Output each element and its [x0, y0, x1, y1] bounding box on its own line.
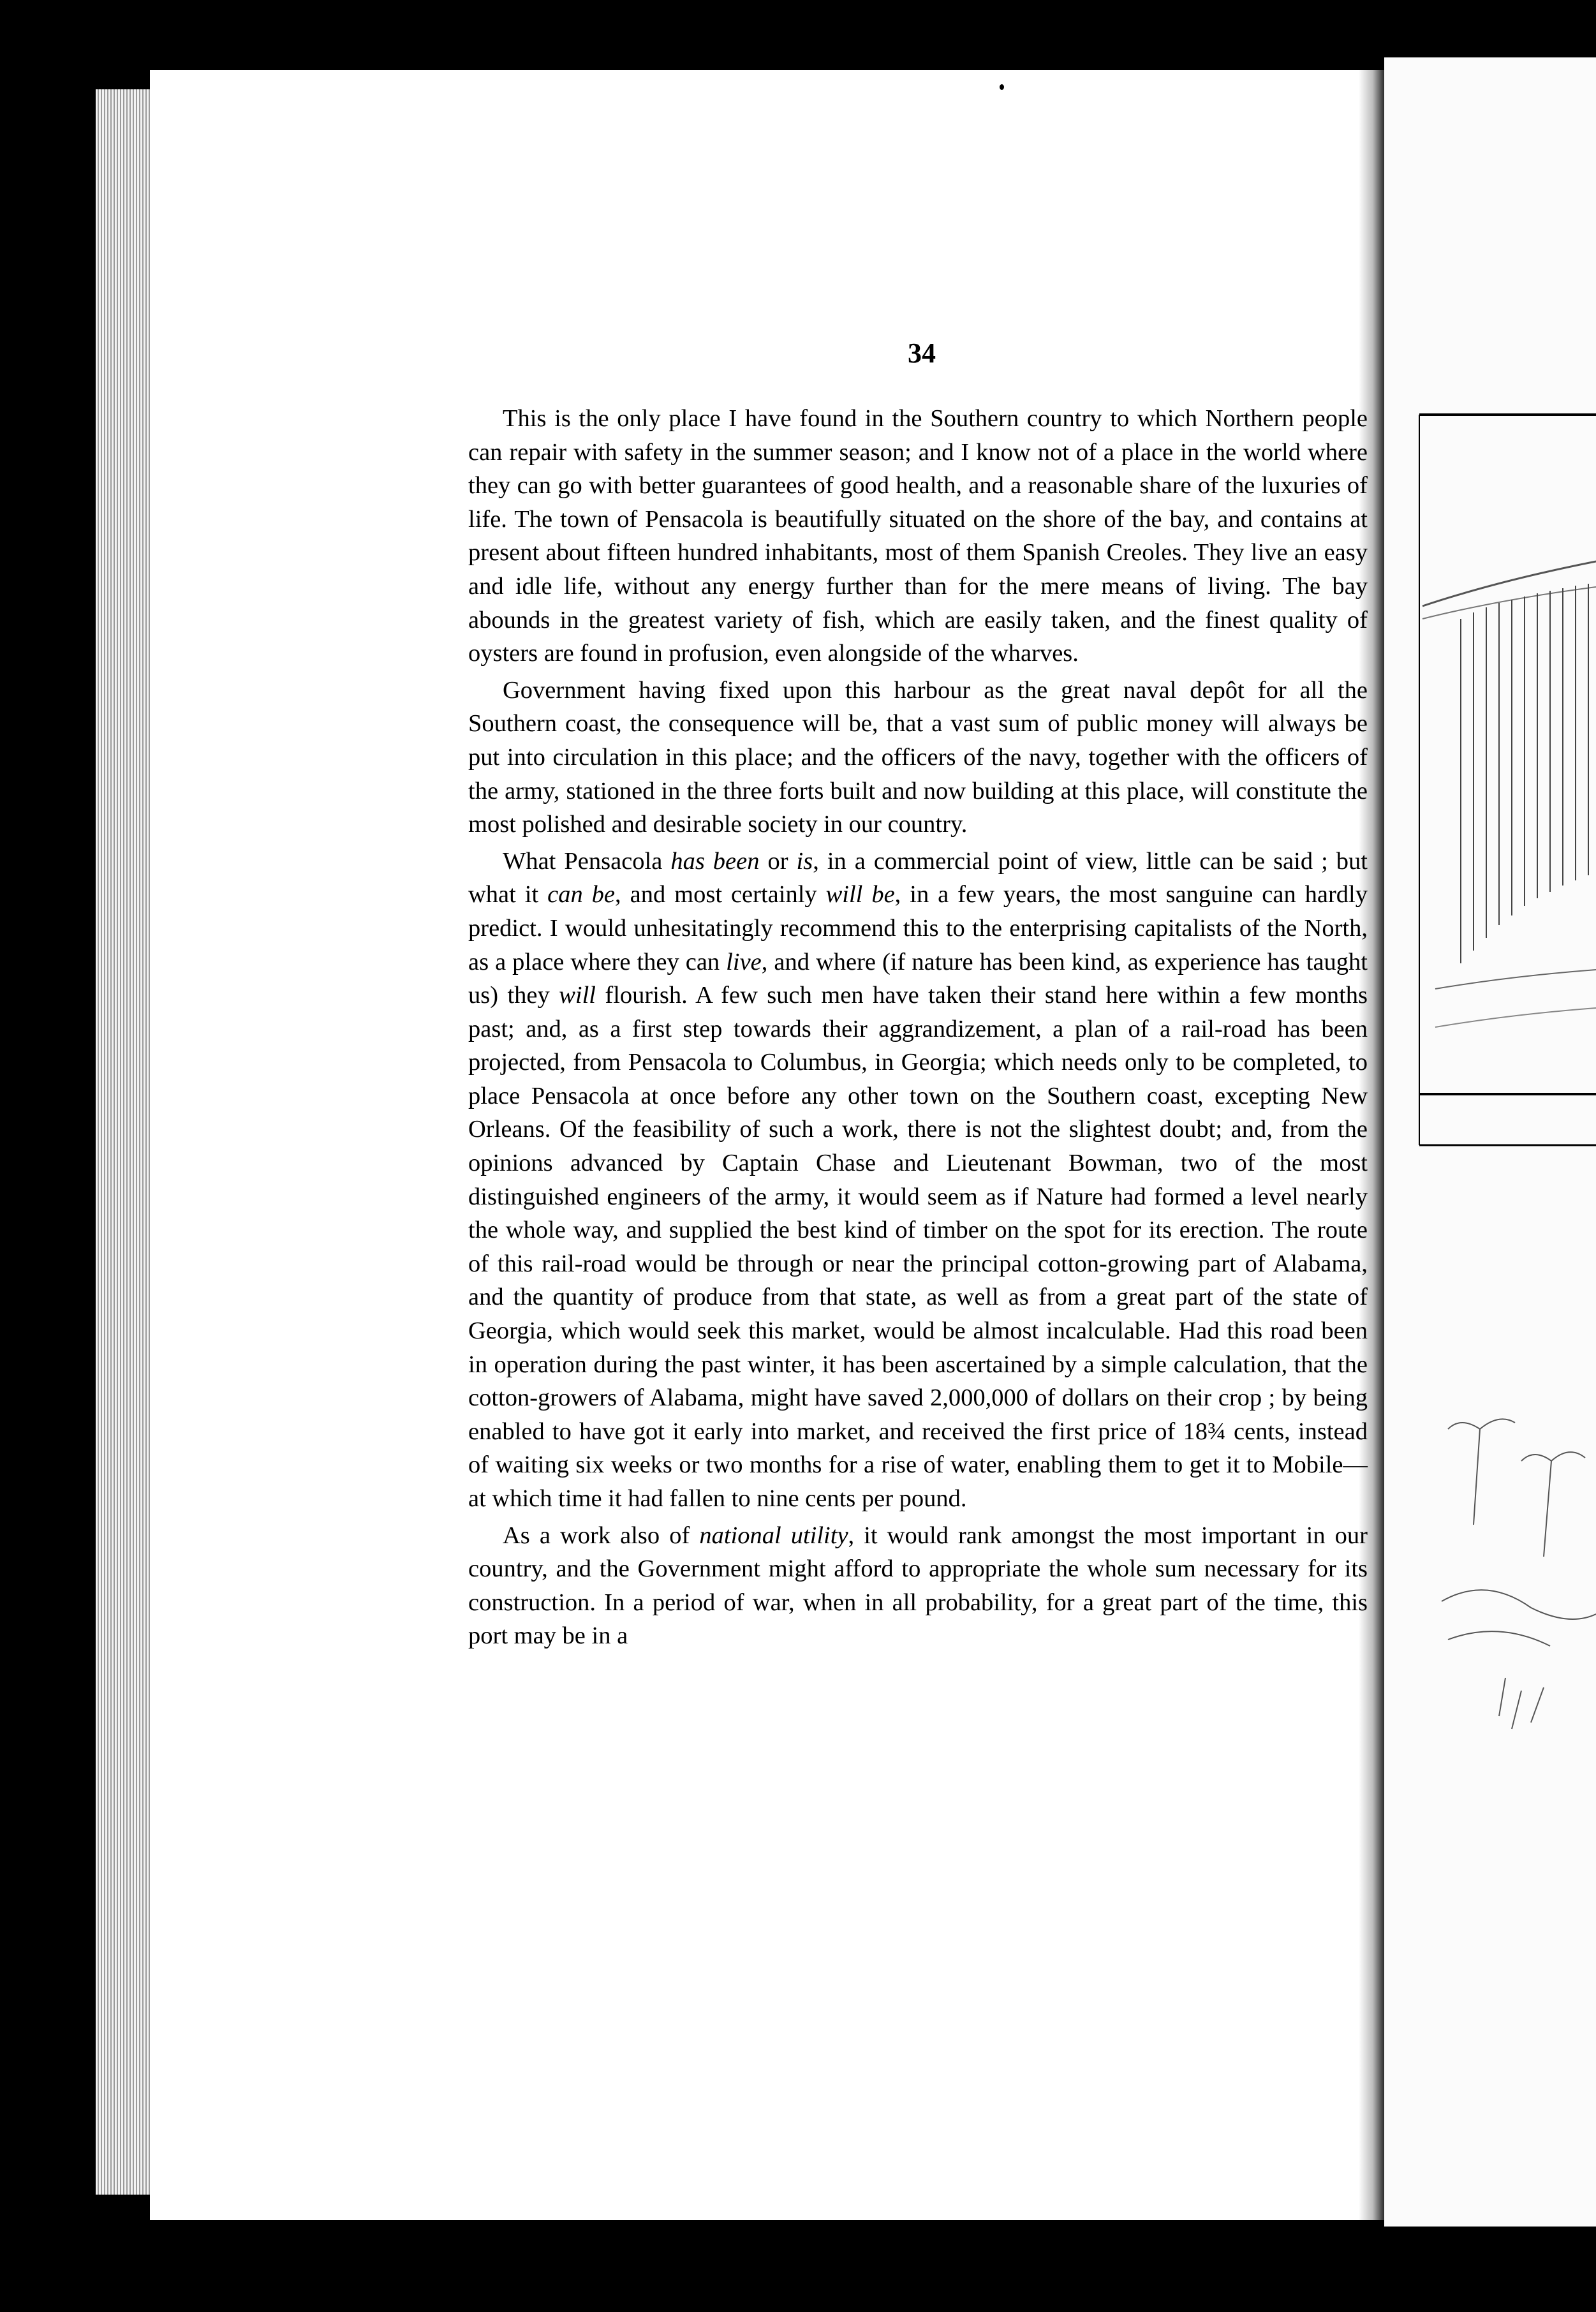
italic-text: will be [825, 881, 895, 908]
text-run: , and where (if nature has been kind, as experience has taught us) they [468, 948, 1368, 1009]
text-run: As a work also of [503, 1522, 700, 1549]
text-run: , it would rank amongst the most important in our country, and the Government might afford to appropriate the whole sum necessary for its construction. In a period of war, when in all probability, for a great part of the time, this port may be in a [468, 1522, 1368, 1650]
ink-speck [1000, 84, 1004, 90]
italic-text: live [726, 948, 762, 975]
text-run: What Pensacola [503, 847, 671, 875]
facing-page-illustration [1384, 57, 1596, 2227]
italic-text: can be [547, 881, 616, 908]
page-number: 34 [908, 337, 936, 369]
palm-avenue-engraving [1384, 57, 1596, 2227]
italic-text: national utility [699, 1522, 848, 1549]
text-run: , and most certainly [615, 881, 826, 908]
paragraph [468, 674, 1368, 841]
paragraph [468, 845, 1368, 1516]
italic-text: will [559, 982, 596, 1009]
body-text [468, 402, 1368, 1653]
book-page-edges [96, 89, 153, 2195]
italic-text: has been [670, 847, 760, 875]
text-run: or [759, 847, 797, 875]
text-run: Government having fixed upon this harbour as the great naval depôt for all the Southern coast, the consequence will be, that a vast sum of public money will always be put into circulation in this place; and the officers of the navy, together with the officers of the army, stationed in the three forts built and now building at this place, will constitute the most polished and desirable society in our country. [468, 676, 1368, 838]
text-run: flourish. A few such men have taken their stand here within a few months past; and, as a first step towards their aggrandizement, a plan of a rail-road has been projected, from Pensacola to Columbus, in Georgia; which needs only to be completed, to place Pensacola at once before any other town on the Southern coast, excepting New Orleans. Of the feasibility of such a work, there is not the slightest doubt; and, from the opinions advanced by Captain Chase and Lieutenant Bowman, two of the most distinguished engineers of the army, it would seem as if Nature had formed a level nearly the whole way, and supplied the best kind of timber on the spot for its erection. The route of this rail-road would be through or near the principal cotton-growing part of Alabama, and the quantity of produce from that state, as well as from a great part of the state of Georgia, which would seek this market, would be almost incalculable. Had this road been in operation during the past winter, it has been ascertained by a simple calculation, that the cotton-growers of Alabama, might have saved 2,000,000 of dollars on their crop ; by being enabled to have got it early into market, and received the first price of 18¾ cents, instead of waiting six weeks or two months for a rise of water, enabling them to get it to Mobile—at which time it had fallen to nine cents per pound. [468, 982, 1368, 1512]
text-run: This is the only place I have found in the Southern country to which Northern people can repair with safety in the summer season; and I know not of a place in the world where they can go with better guarantees of good health, and a reasonable share of the luxuries of life. The town of Pensacola is beautifully situated on the shore of the bay, and contains at present about fifteen hundred inhabitants, most of them Spanish Creoles. They live an easy and idle life, without any energy further than for the mere means of living. The bay abounds in the greatest variety of fish, which are easily taken, and the finest quality of oysters are found in profusion, even alongside of the wharves. [468, 405, 1368, 667]
italic-text: is [796, 847, 813, 875]
paragraph [468, 1519, 1368, 1653]
text-run: , in a few years, the most sanguine can hardly predict. I would unhesitatingly recommend this to the enterprising capitalists of the North, as a place where they can [468, 881, 1368, 975]
paragraph [468, 402, 1368, 671]
text-run: , in a commercial point of view, little can be said ; but what it [468, 847, 1368, 908]
